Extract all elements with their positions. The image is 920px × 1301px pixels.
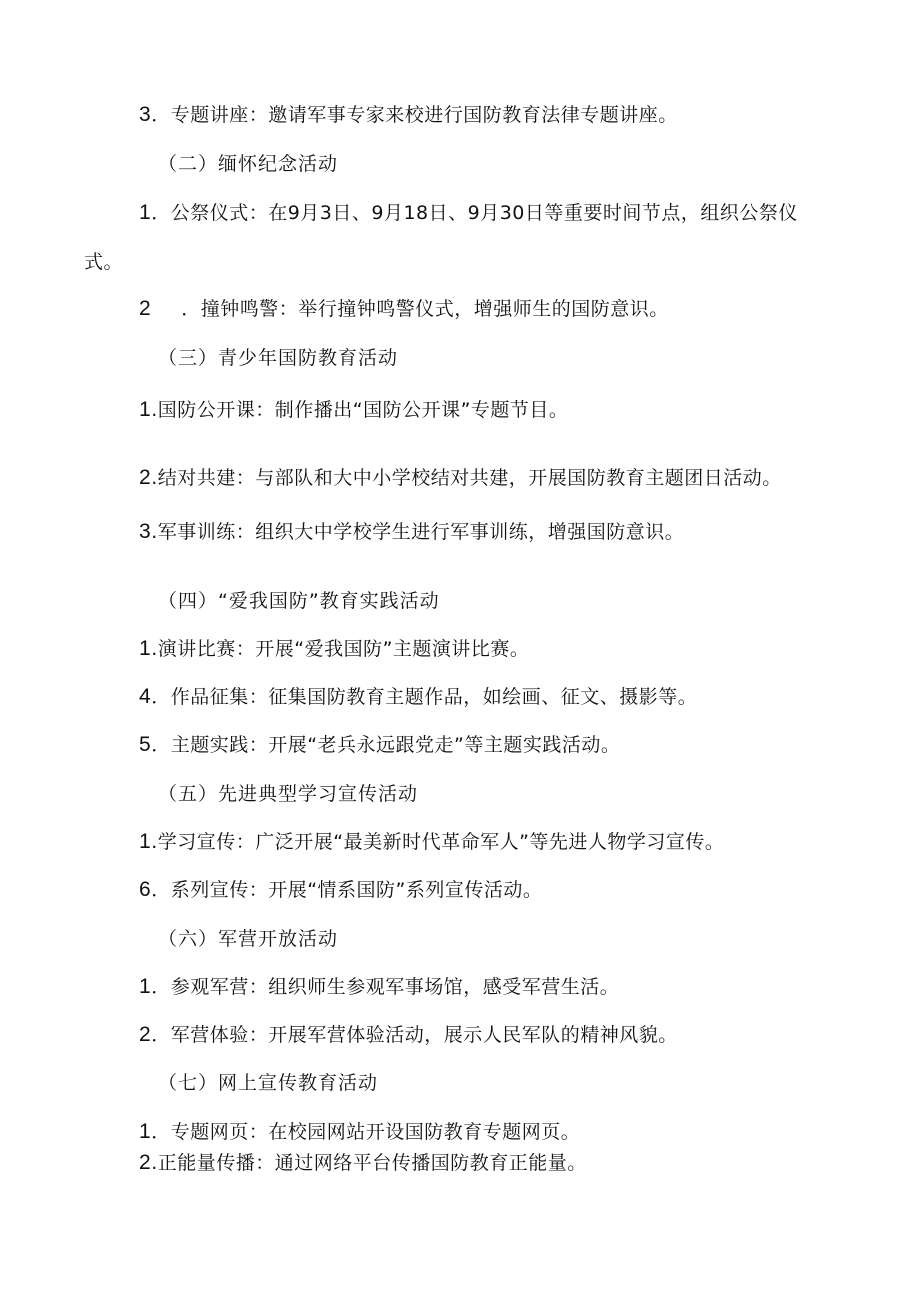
list-item bbox=[139, 520, 684, 544]
section-heading: （三）青少年国防教育活动 bbox=[158, 347, 399, 369]
list-item bbox=[139, 733, 620, 757]
item-number: 6 bbox=[139, 878, 152, 901]
item-text: ．军营体验：开展军营体验活动，展示人民军队的精神风貌。 bbox=[151, 1024, 678, 1046]
item-number: 1 bbox=[139, 637, 152, 660]
item-text: .军事训练：组织大中学校学生进行军事训练，增强国防意识。 bbox=[151, 521, 685, 543]
item-number: 2 bbox=[139, 466, 152, 489]
list-item bbox=[139, 466, 782, 490]
item-text: .学习宣传：广泛开展“最美新时代革命军人”等先进人物学习宣传。 bbox=[151, 831, 725, 853]
item-number: 2 bbox=[139, 297, 152, 320]
item-number: 2 bbox=[139, 1023, 152, 1046]
list-item bbox=[139, 297, 669, 321]
item-number: 4 bbox=[139, 685, 152, 708]
paragraph-continuation: 式。 bbox=[84, 251, 124, 273]
section-heading: （七）网上宣传教育活动 bbox=[158, 1072, 379, 1094]
section-heading: （六）军营开放活动 bbox=[158, 928, 339, 950]
item-number: 2 bbox=[139, 1151, 152, 1174]
section-heading: （二）缅怀纪念活动 bbox=[158, 153, 339, 175]
section-heading: （五）先进典型学习宣传活动 bbox=[158, 783, 419, 805]
list-item bbox=[139, 975, 619, 999]
item-text: ．专题讲座：邀请军事专家来校进行国防教育法律专题讲座。 bbox=[151, 104, 678, 126]
list-item bbox=[139, 878, 542, 902]
item-number: 1 bbox=[139, 975, 152, 998]
item-number: 3 bbox=[139, 520, 152, 543]
list-item bbox=[139, 830, 724, 854]
item-text: ．作品征集：征集国防教育主题作品，如绘画、征文、摄影等。 bbox=[151, 686, 698, 708]
item-text: ．参观军营：组织师生参观军事场馆，感受军营生活。 bbox=[151, 976, 620, 998]
list-item bbox=[139, 637, 529, 661]
item-text: ．撞钟鸣警：举行撞钟鸣警仪式，增强师生的国防意识。 bbox=[181, 298, 669, 320]
list-item bbox=[139, 1023, 678, 1047]
item-number: 1 bbox=[139, 398, 152, 421]
list-item bbox=[139, 398, 568, 422]
item-number: 1 bbox=[139, 1120, 152, 1143]
list-item bbox=[139, 103, 678, 127]
item-text: .结对共建：与部队和大中小学校结对共建，开展国防教育主题团日活动。 bbox=[151, 467, 782, 489]
item-text: ．专题网页：在校园网站开设国防教育专题网页。 bbox=[151, 1121, 581, 1143]
list-item bbox=[139, 685, 697, 709]
item-number: 5 bbox=[139, 733, 152, 756]
list-item bbox=[139, 1120, 580, 1144]
item-text: .国防公开课：制作播出“国防公开课”专题节目。 bbox=[151, 399, 569, 421]
item-number: 1 bbox=[139, 201, 152, 224]
item-number: 3 bbox=[139, 103, 152, 126]
section-heading: （四）“爱我国防”教育实践活动 bbox=[158, 590, 440, 612]
list-item bbox=[139, 201, 798, 225]
item-text: .演讲比赛：开展“爱我国防”主题演讲比赛。 bbox=[151, 638, 530, 660]
item-text: ．主题实践：开展“老兵永远跟党走”等主题实践活动。 bbox=[151, 734, 621, 756]
item-text: .正能量传播：通过网络平台传播国防教育正能量。 bbox=[151, 1152, 587, 1174]
list-item bbox=[139, 1151, 587, 1175]
item-text: ．公祭仪式：在9月3日、9月18日、9月30日等重要时间节点，组织公祭仪 bbox=[151, 202, 798, 224]
item-text: ．系列宣传：开展“情系国防”系列宣传活动。 bbox=[151, 879, 543, 901]
item-number: 1 bbox=[139, 830, 152, 853]
